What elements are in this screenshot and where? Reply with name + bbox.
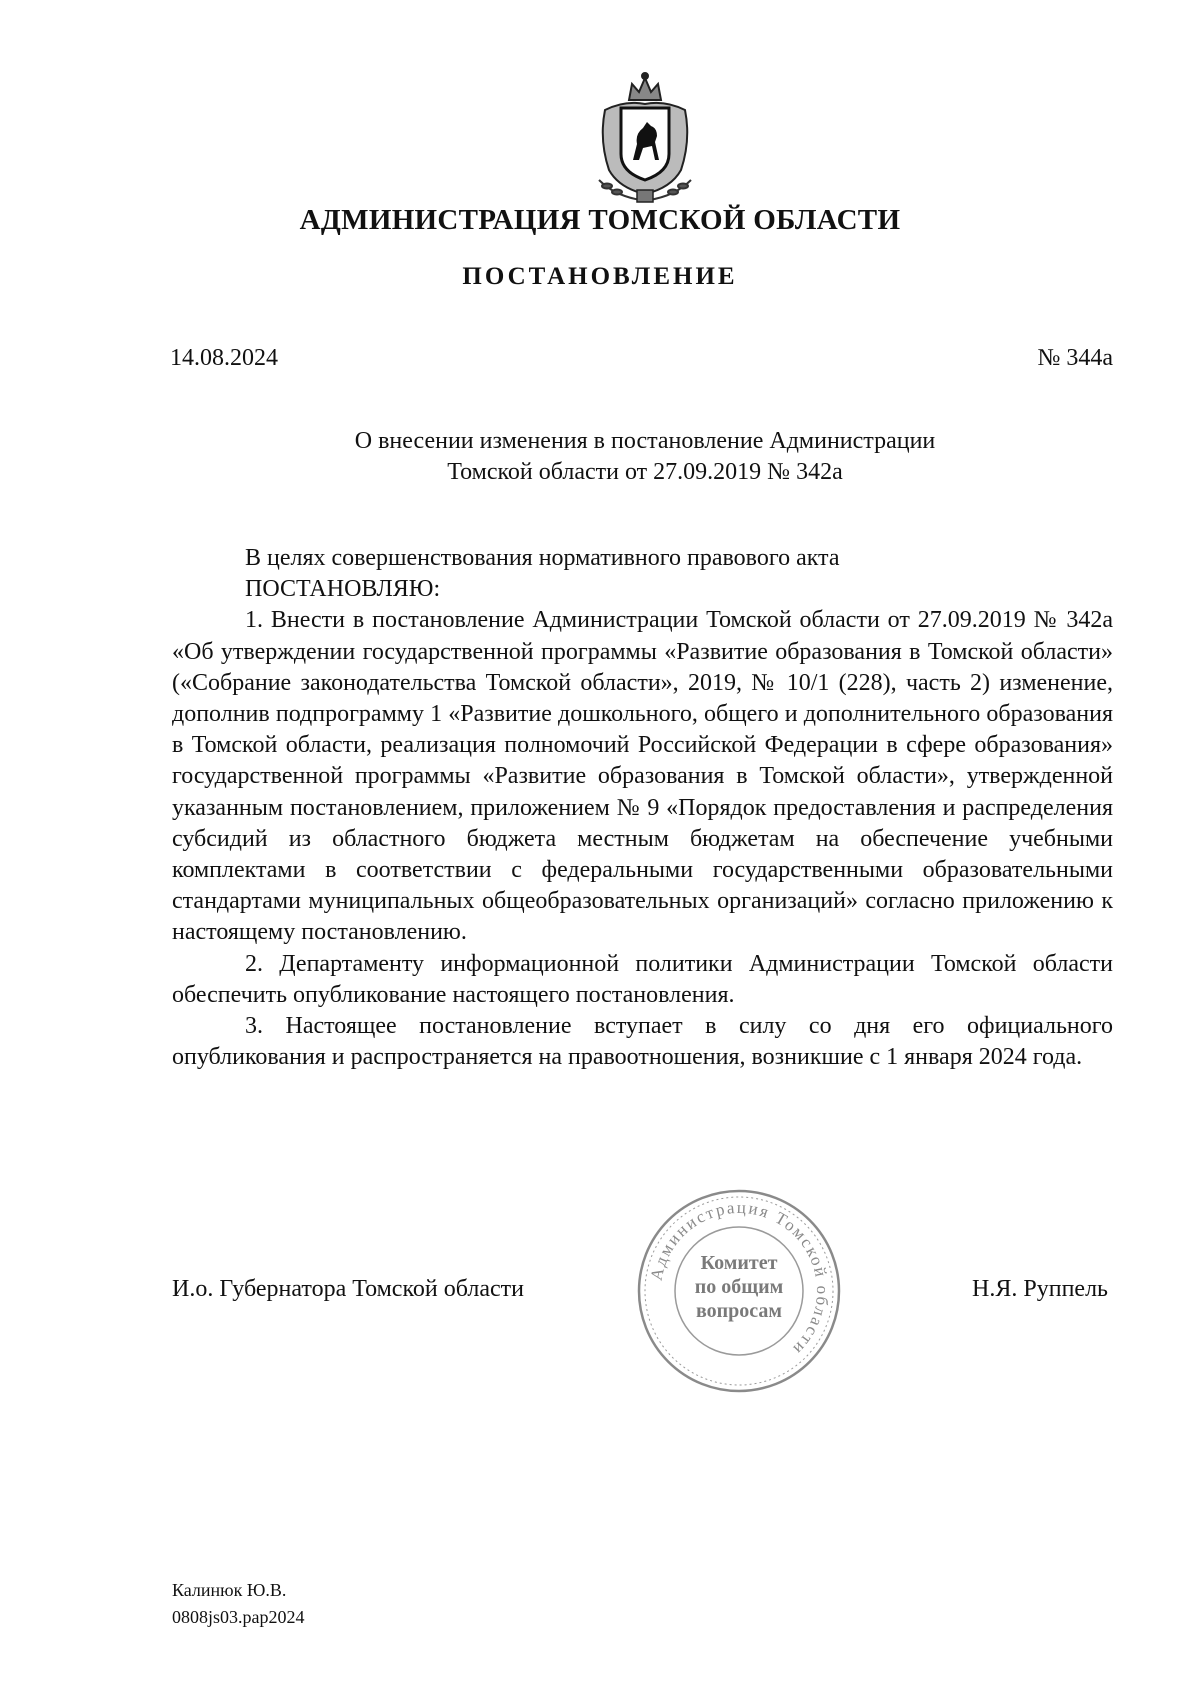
document-number: № 344а (1037, 345, 1113, 371)
document-type-title: ПОСТАНОВЛЕНИЕ (462, 263, 738, 290)
item-3-paragraph: 3. Настоящее постановление вступает в силу со дня его официального опубликования и распространяется на правоотношения, возникшие с 1 января 2024 года. (172, 1013, 1113, 1071)
coat-of-arms-emblem (585, 70, 705, 204)
executor-info (172, 1577, 305, 1631)
official-seal (633, 1185, 845, 1397)
subject-line: О внесении изменения в постановление Администрации (354, 428, 936, 454)
document-body (172, 543, 1113, 1073)
decree-word: ПОСТАНОВЛЯЮ: (245, 576, 441, 603)
seal-line: по общим (694, 1276, 784, 1298)
seal-ring-text: Администрация Томской области (646, 1197, 833, 1360)
item-2-paragraph: 2. Департаменту информационной политики Администрации Томской области обеспечить опубликование настоящего постановления. (172, 950, 1113, 1008)
seal-line: вопросам (695, 1300, 783, 1322)
signer-position: И.о. Губернатора Томской области (172, 1276, 524, 1302)
signer-name: Н.Я. Руппель (972, 1276, 1108, 1302)
executor-file: 0808js03.pap2024 (172, 1607, 305, 1627)
seal-line: Комитет (700, 1252, 778, 1274)
document-subject (200, 426, 1090, 488)
organization-title: АДМИНИСТРАЦИЯ ТОМСКОЙ ОБЛАСТИ (299, 204, 901, 236)
subject-line: Томской области от 27.09.2019 № 342а (447, 459, 843, 485)
document-date: 14.08.2024 (170, 345, 278, 371)
crown-icon (629, 73, 661, 100)
item-1-paragraph: 1. Внести в постановление Администрации Томской области от 27.09.2019 № 342а «Об утверждении государственной программы «Развитие образования в Томской области» («Собрание законодательства Томской области», 2019, № 10/1 (228), часть 2) изменение, дополнив подпрограмму 1 «Развитие дошкольного, общего и дополнительного образования в Томской области, реализация полномочий Российской Федерации в сфере образования» государственной программы «Развитие образования в Томской области», утвержденной указанным постановлением, приложением № 9 «Порядок предоставления и распределения субсидий из областного бюджета местным бюджетам на обеспечение учебными комплектами в соответствии с федеральными государственными образовательными стандартами муниципальных общеобразовательных организаций» согласно приложению к настоящему постановлению. (172, 607, 1113, 946)
preamble-paragraph: В целях совершенствования нормативного правового акта (245, 545, 840, 571)
executor-name: Калинюк Ю.В. (172, 1580, 287, 1600)
